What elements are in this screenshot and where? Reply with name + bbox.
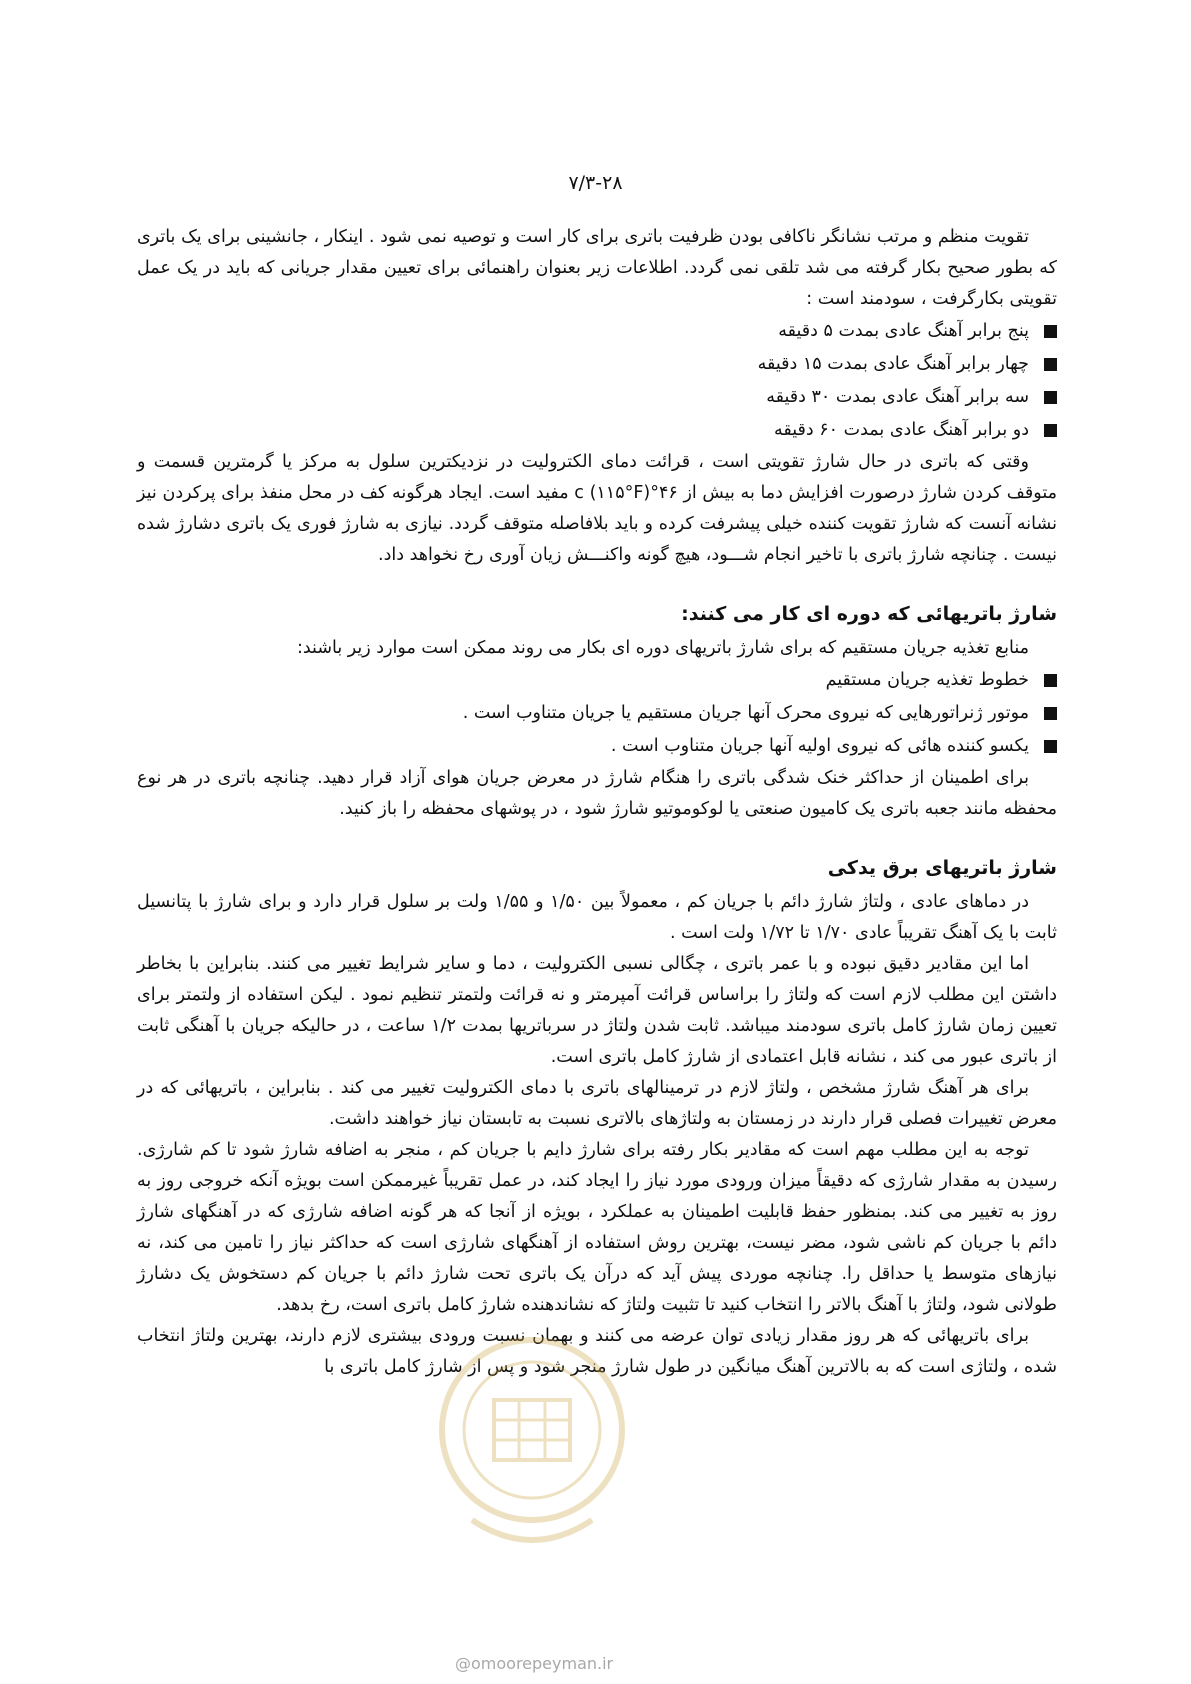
section-heading-standby: شارژ باتریهای برق یدکی <box>827 857 1057 879</box>
square-bullet-icon <box>1044 325 1057 338</box>
section2-paragraph: برای باتریهائی که هر روز مقدار زیادی توان عرضه می کنند و بهمان نسبت ورودی بیشتری لازم دارند، بهترین ولتاژ انتخاب شده ، ولتاژی است که به بالاترین آهنگ میانگین در طول شارژ منجر شود و پس از شارژ کامل باتری با <box>137 1326 1057 1377</box>
list-item: موتور ژنراتورهایی که نیروی محرک آنها جریان مستقیم یا جریان متناوب است . <box>137 697 1057 730</box>
list-item: خطوط تغذیه جریان مستقیم <box>137 664 1057 697</box>
document-body <box>137 222 1057 1383</box>
list-item: دو برابر آهنگ عادی بمدت ۶۰ دقیقه <box>137 414 1057 447</box>
section2-paragraph: در دماهای عادی ، ولتاژ شارژ دائم با جریان کم ، معمولاً بین ۱/۵۰ و ۱/۵۵ ولت بر سلول قرار دارد و برای شارژ با پتانسیل ثابت با یک آهنگ تقریباً عادی ۱/۷۰ تا ۱/۷۲ ولت است . <box>137 892 1057 943</box>
square-bullet-icon <box>1044 358 1057 371</box>
list-item: چهار برابر آهنگ عادی بمدت ۱۵ دقیقه <box>137 348 1057 381</box>
section1-paragraph-2: برای اطمینان از حداکثر خنک شدگی باتری را هنگام شارژ در معرض جریان هوای آزاد قرار دهید. چنانچه باتری در هر نوع محفظه مانند جعبه باتری یک کامیون صنعتی یا لوکوموتیو شارژ شود ، در پوشهای محفظه را باز کنید. <box>137 768 1057 819</box>
dc-source-list <box>137 664 1057 763</box>
page-number: ۷/۳-۲۸ <box>568 172 623 194</box>
square-bullet-icon <box>1044 707 1057 720</box>
boost-rate-list <box>137 315 1057 447</box>
square-bullet-icon <box>1044 740 1057 753</box>
intro-paragraph: تقویت منظم و مرتب نشانگر ناکافی بودن ظرفیت باتری برای کار است و توصیه نمی شود . اینکار ، جانشینی برای یک باتری که بطور صحیح بکار گرفته می شد تلقی نمی گردد. اطلاعات زیر بعنوان راهنمائی برای تعیین مقدار جریانی که باید در یک عمل تقویتی بکارگرفت ، سودمند است : <box>137 227 1057 309</box>
watermark-seal-icon <box>432 1330 632 1570</box>
list-item: سه برابر آهنگ عادی بمدت ۳۰ دقیقه <box>137 381 1057 414</box>
section2-paragraph: اما این مقادیر دقیق نبوده و با عمر باتری ، چگالی نسبی الکترولیت ، دما و سایر شرایط تغییر می کنند. بنابراین با بخاطر داشتن این مطلب لازم است که ولتاژ را براساس قرائت آمپرمتر و نه قرائت ولتمتر تنظیم نمود . لیکن استفاده از ولتمتر برای تعیین زمان شارژ کامل باتری سودمند میباشد. ثابت شدن ولتاژ در سرباتریها بمدت ۱/۲ ساعت ، در حالیکه جریان با آهنگی ثابت از باتری عبور می کند ، نشانه قابل اعتمادی از شارژ کامل باتری است. <box>137 954 1058 1067</box>
intro-paragraph-2: وقتی که باتری در حال شارژ تقویتی است ، قرائت دمای الکترولیت در نزدیکترین سلول به مرکز یا گرمترین قسمت و متوقف کردن شارژ درصورت افزایش دما به بیش از ۴۶°c (۱۱۵°F) مفید است. ایجاد هرگونه کف در محل منفذ برای پرکردن نیز نشانه آنست که شارژ تقویت کننده خیلی پیشرفت کرده و باید بلافاصله متوقف گردد. نیازی به شارژ فوری یک باتری دشارژ شده نیست . چنانچه شارژ باتری با تاخیر انجام شـــود، هیچ گونه واکنـــش زیان آوری رخ نخواهد داد. <box>137 452 1057 565</box>
square-bullet-icon <box>1044 424 1057 437</box>
square-bullet-icon <box>1044 674 1057 687</box>
section-heading-periodic: شارژ باتریهائی که دوره ای کار می کنند: <box>681 603 1057 625</box>
list-item: یکسو کننده هائی که نیروی اولیه آنها جریان متناوب است . <box>137 730 1057 763</box>
footer-website: @omoorepeyman.ir <box>455 1654 614 1673</box>
section2-paragraph: برای هر آهنگ شارژ مشخص ، ولتاژ لازم در ترمینالهای باتری با دمای الکترولیت تغییر می کند . بنابراین ، باتریهائی که در معرض تغییرات فصلی قرار دارند در زمستان به ولتاژهای بالاتری نسبت به تابستان نیاز خواهند داشت. <box>137 1078 1057 1129</box>
square-bullet-icon <box>1044 391 1057 404</box>
section2-paragraph: توجه به این مطلب مهم است که مقادیر بکار رفته برای شارژ دایم با جریان کم ، منجر به اضافه شارژ شود تا کم شارژی. رسیدن به مقدار شارژی که دقیقاً میزان ورودی مورد نیاز را ایجاد کند، در عمل تقریباً غیرممکن است بویژه آنکه خروجی روز به روز به تغییر می کند. بمنظور حفظ قابلیت اطمینان به عملکرد ، بویژه از آنجا که هر گونه اضافه شارژی که در آهنگهای شارژ دائم با جریان کم ناشی شود، مضر نیست، بهترین روش استفاده از آهنگهای شارژی است که حداکثر نیاز را تامین می کند، نه نیازهای متوسط یا حداقل را. چنانچه موردی پیش آید که درآن یک باتری تحت شارژ دائم با جریان کم دستخوش یک دشارژ طولانی شود، ولتاژ با آهنگ بالاتر را انتخاب کنید تا تثبیت ولتاژ که نشاندهنده شارژ کامل باتری است، رخ بدهد. <box>137 1140 1057 1315</box>
list-item: پنج برابر آهنگ عادی بمدت ۵ دقیقه <box>137 315 1057 348</box>
section1-paragraph: منابع تغذیه جریان مستقیم که برای شارژ باتریهای دوره ای بکار می روند ممکن است موارد زیر باشند: <box>296 638 1029 658</box>
